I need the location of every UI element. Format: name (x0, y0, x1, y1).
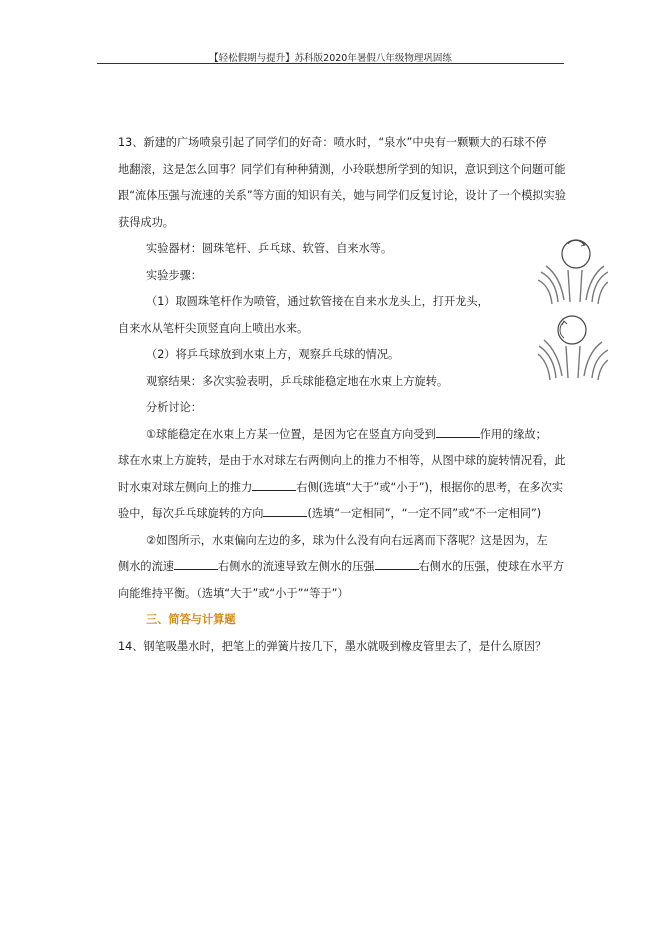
answer-blank-3[interactable] (263, 504, 307, 517)
analysis2-line-3: 向能维持平衡。（选填“大于”或“小于”“等于”） (118, 586, 349, 600)
analysis1-line-3-pre: 时水束对球左侧向上的推力 (118, 480, 253, 494)
analysis2-line-2 (118, 554, 568, 581)
header-divider (97, 63, 564, 64)
answer-blank-4[interactable] (174, 557, 218, 570)
q13-line-2: 地翻滚，这是怎么回事？同学们有种种猜测，小玲联想所学到的知识，意识到这个问题可能 (118, 162, 566, 176)
analysis1-line-3-post: 右侧(选填“大于”或“小于”)，根据你的思考，在多次实 (296, 480, 564, 494)
analysis1-line-2: 球在水束上方旋转，是由于水对球左右两侧向上的推力不相等，从图中球的旋转情况看，此 (118, 454, 566, 467)
q14-text: 14、钢笔吸墨水时，把笔上的弹簧片按几下，墨水就吸到橡皮管里去了，是什么原因？ (118, 639, 547, 653)
q13-line-1: 13、新建的广场喷泉引起了同学们的好奇：喷水时，“泉水”中央有一颗颗大的石球不停 (118, 136, 547, 149)
section-3-title: 三、简答与计算题 (146, 613, 236, 626)
analysis1-line-4-post: (选填“一定相同”，“一定不同”或“不一定相同”) (307, 507, 542, 520)
page-header: 【轻松假期与提升】苏科版2020年暑假八年级物理巩固练 (209, 53, 452, 64)
analysis2-line-2-mid: 右侧水的流速导致左侧水的压强 (217, 560, 375, 573)
analysis1-line-1-post: 作用的缘故； (479, 427, 547, 441)
analysis1-line-4-pre: 验中，每次乒乓球旋转的方向 (118, 507, 264, 520)
step1-line-b: 自来水从笔杆尖顶竖直向上喷出水来。 (118, 321, 309, 335)
analysis2-line-2-pre: 侧水的流速 (118, 560, 174, 573)
analysis1-line-3 (118, 475, 568, 502)
analysis-title: 分析讨论： (146, 401, 202, 414)
equipment-line: 实验器材：圆珠笔杆、乒乓球、软管、自来水等。 (146, 242, 393, 255)
question-content (118, 130, 568, 660)
answer-blank-1[interactable] (436, 425, 480, 438)
answer-blank-2[interactable] (252, 478, 296, 491)
answer-blank-5[interactable] (375, 557, 419, 570)
analysis1-line-1-pre: ①球能稳定在水束上方某一位置，是因为它在竖直方向受到 (146, 427, 436, 441)
q13-line-3: 跟“流体压强与流速的关系”等方面的知识有关，她与同学们反复讨论，设计了一个模拟实验 (118, 189, 566, 202)
analysis2-line-1: ②如图所示，水束偏向左边的多，球为什么没有向右远离而下落呢？这是因为，左 (146, 533, 548, 547)
analysis2-line-2-post: 右侧水的压强，使球在水平方 (418, 560, 565, 573)
result-line: 观察结果：多次实验表明，乒乓球能稳定地在水束上方旋转。 (146, 374, 449, 388)
steps-title: 实验步骤： (146, 268, 202, 282)
analysis1-line-1 (118, 422, 568, 449)
step2-line: （2）将乒乓球放到水束上方，观察乒乓球的情况。 (146, 348, 400, 361)
q13-line-4: 获得成功。 (118, 215, 174, 229)
step1-line-a: （1）取圆珠笔杆作为喷管，通过软管接在自来水龙头上，打开龙头， (146, 295, 489, 308)
analysis1-line-4 (118, 501, 568, 528)
